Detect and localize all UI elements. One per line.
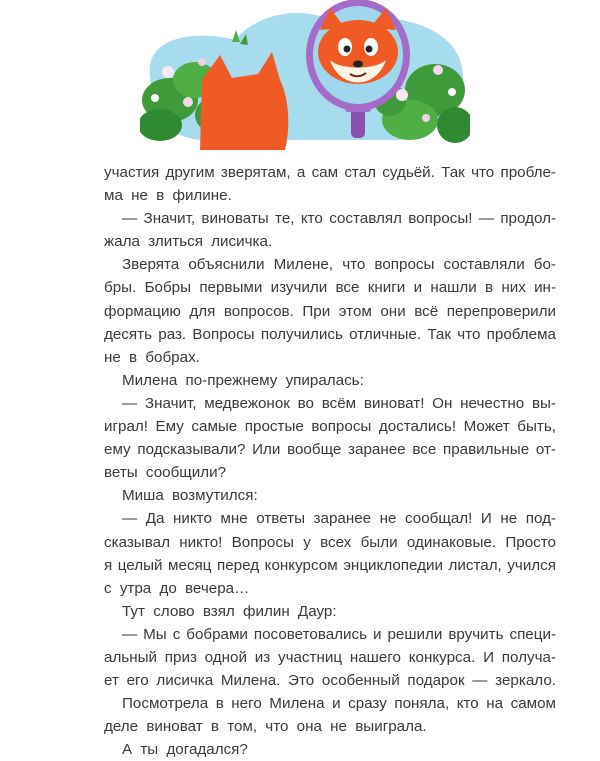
text-line: ему подсказывали? Или вообще заранее все правильные от-: [104, 441, 556, 459]
text-line: не в бобрах.: [104, 348, 200, 366]
text-line: Зверята объяснили Милене, что вопросы составляли бо-: [122, 256, 556, 274]
text-line: Милена по-прежнему упиралась:: [122, 371, 364, 389]
text-line: Посмотрела в него Милена и сразу поняла, кто на самом: [122, 695, 556, 713]
text-line: ма не в филине.: [104, 187, 232, 205]
text-line: жала злиться лисичка.: [104, 233, 273, 251]
text-line: участия другим зверятам, а сам стал судьёй. Так что пробле-: [104, 164, 556, 181]
text-line: альный приз одной из участниц нашего конкурса. И получа-: [104, 648, 556, 666]
text-line: с утра до вечера…: [104, 579, 250, 597]
mirror-handle: [351, 108, 365, 138]
text-line: деле виноват в том, что она не выиграла.: [104, 718, 427, 736]
text-line: веты сообщили?: [104, 464, 227, 482]
text-line: Тут слово взял филин Даур:: [122, 602, 337, 620]
text-line: Миша возмутился:: [122, 487, 258, 505]
text-line: бры. Бобры первыми изучили все книги и нашли в них ин-: [104, 279, 556, 297]
fox-mirror-illustration: [140, 0, 470, 150]
text-line: играл! Ему самые простые вопросы достались! Может быть,: [104, 418, 556, 436]
text-line: формацию для вопросов. При этом они всё перепроверили: [104, 302, 556, 320]
text-line: сказывал никто! Вопросы у всех были одинаковые. Просто: [104, 533, 556, 551]
text-line: ет его лисичка Милена. Это особенный подарок — зеркало.: [104, 672, 556, 690]
text-line: я целый месяц перед конкурсом энциклопедии листал, учился: [104, 556, 556, 574]
text-line: — Мы с бобрами посоветовались и решили вручить специ-: [122, 625, 556, 643]
text-line: десять раз. Вопросы получились отличные. Так что проблема: [104, 325, 556, 343]
text-line: А ты догадался?: [122, 741, 248, 759]
text-line: — Значит, виноваты те, кто составлял вопросы! — продол-: [122, 210, 556, 228]
text-line: — Значит, медвежонок во всём виноват! Он нечестно вы-: [122, 394, 556, 412]
text-line: — Да никто мне ответы заранее не сообщал! И не под-: [122, 510, 556, 528]
story-text: [104, 161, 556, 761]
